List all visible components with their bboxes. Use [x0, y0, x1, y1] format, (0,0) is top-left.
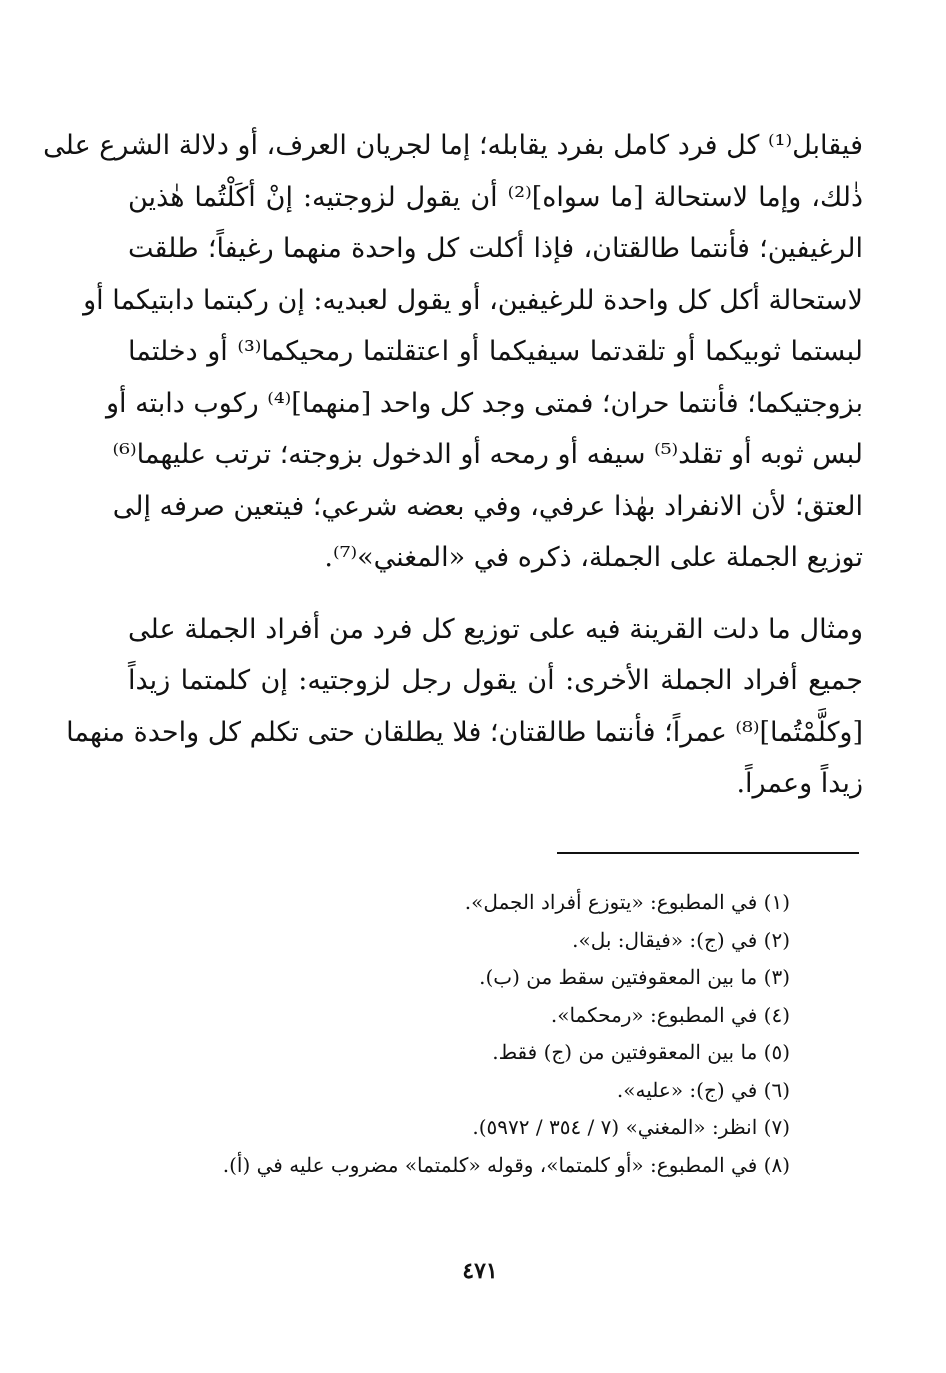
text-line: لبس ثوبه أو تقلد⁽⁵⁾ سيفه أو رمحه أو الدخول بزوجته؛ ترتب عليهما⁽⁶⁾ — [112, 439, 863, 470]
footnote: (٦) في (ج): «عليه». — [616, 1077, 790, 1102]
footnote: (٥) ما بين المعقوفتين من (ج) فقط. — [492, 1040, 790, 1064]
text-line: [وكلَّمْتُما]⁽⁸⁾ عمراً؛ فأنتما طالقتان؛ فلا يطلقان حتى تكلم كل واحدة منهما — [66, 716, 863, 748]
text-line: زيداً وعمراً. — [736, 768, 863, 799]
footnote-separator — [557, 852, 859, 854]
text-line: الرغيفين؛ فأنتما طالقتان، فإذا أكلت كل واحدة منهما رغيفاً؛ طلقت — [128, 233, 863, 264]
footnote: (١) في المطبوع: «يتوزع أفراد الجمل». — [464, 890, 790, 914]
text-line: العتق؛ لأن الانفراد بهٰذا عرفي، وفي بعضه شرعي؛ فيتعين صرفه إلى — [112, 490, 863, 522]
page-number: ٤٧١ — [462, 1258, 498, 1284]
footnote: (٤) في المطبوع: «رمحكما». — [550, 1002, 790, 1027]
footnotes — [150, 884, 790, 1184]
text-line: توزيع الجملة على الجملة، ذكره في «المغني»⁽⁷⁾. — [324, 542, 863, 573]
main-text — [43, 120, 863, 810]
text-line: لاستحالة أكل كل واحدة للرغيفين، أو يقول لعبديه: إن ركبتما دابتيكما أو — [83, 284, 863, 316]
text-line: لبستما ثوبيكما أو تلقدتما سيفيكما أو اعتقلتما رمحيكما⁽³⁾ أو دخلتما — [128, 336, 863, 367]
text-line: بزوجتيكما؛ فأنتما حران؛ فمتى وجد كل واحد [منهما]⁽⁴⁾ ركوب دابته أو — [105, 387, 863, 419]
text-line: فيقابل⁽¹⁾ كل فرد كامل بفرد يقابله؛ إما لجريان العرف، أو دلالة الشرع على — [43, 130, 863, 161]
text-line: ذٰلك، وإما لاستحالة [ما سواه]⁽²⁾ أن يقول لزوجتيه: إنْ أكَلْتُما هٰذين — [128, 181, 863, 213]
paragraph-gap — [128, 584, 863, 604]
footnote: (٧) انظر: «المغني» (٧ / ٣٥٤ / ٥٩٧٢). — [472, 1115, 790, 1139]
footnote: (٢) في (ج): «فيقال: بل». — [572, 927, 790, 952]
footnote: (٣) ما بين المعقوفتين سقط من (ب). — [479, 965, 790, 989]
footnote: (٨) في المطبوع: «أو كلمتما»، وقوله «كلمتما» مضروب عليه في (أ). — [222, 1152, 790, 1177]
text-line: ومثال ما دلت القرينة فيه على توزيع كل فرد من أفراد الجملة على — [128, 613, 863, 645]
text-line: جميع أفراد الجملة الأخرى: أن يقول رجل لزوجتيه: إن كلمتما زيداً — [128, 665, 863, 696]
